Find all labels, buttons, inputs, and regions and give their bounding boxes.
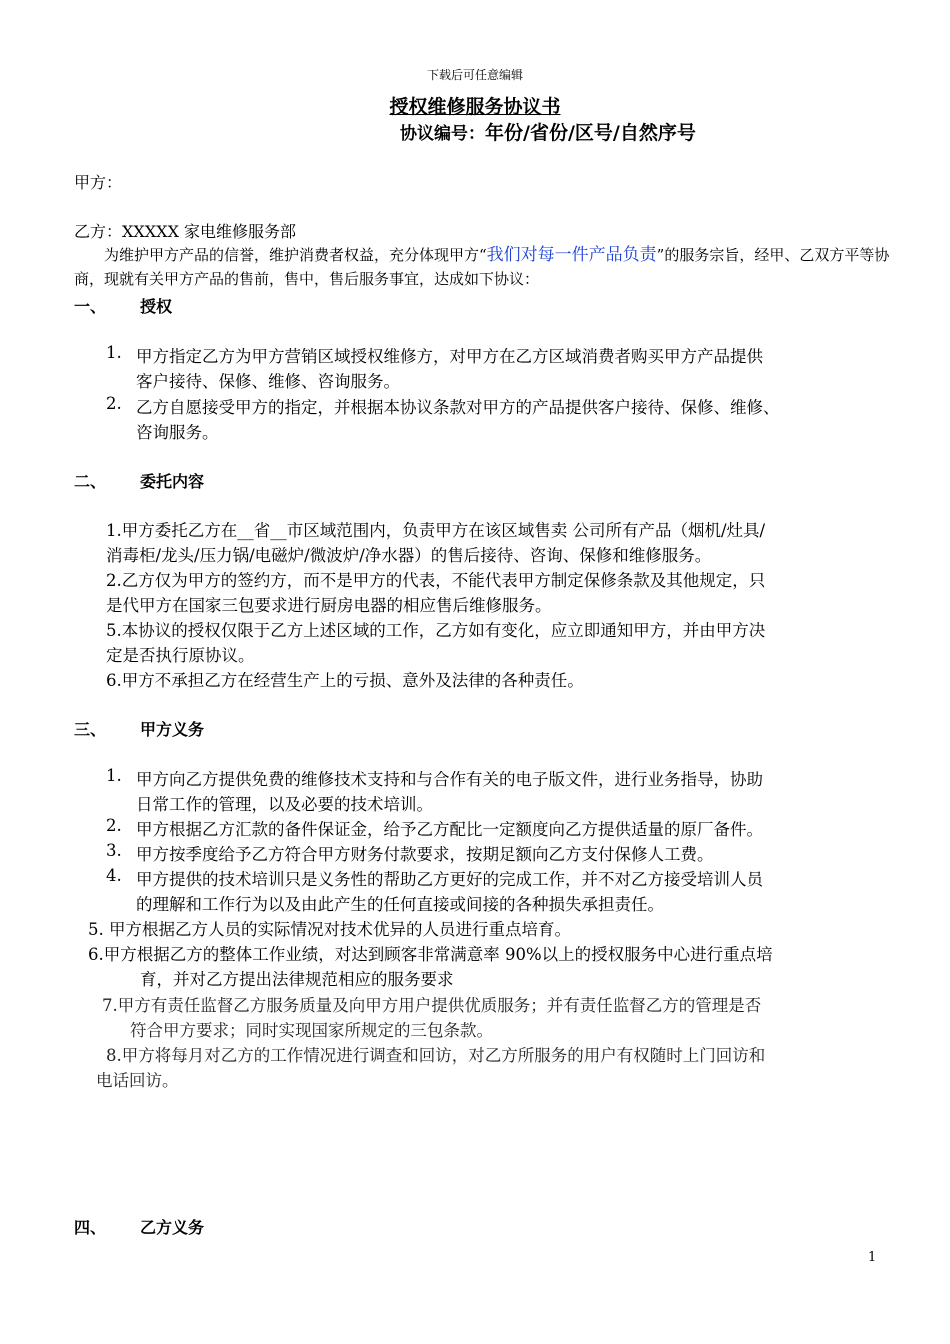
s2-item-2-line-2: 是代甲方在国家三包要求进行厨房电器的相应售后维修服务。 xyxy=(106,596,552,615)
section-number: 二、 xyxy=(74,472,107,491)
s3-item-2-line-1: 甲方根据乙方汇款的备件保证金，给予乙方配比一定额度向乙方提供适量的原厂备件。 xyxy=(136,820,763,839)
section-3-heading xyxy=(74,717,205,740)
party-b: 乙方：XXXXX 家电维修服务部 xyxy=(74,222,297,241)
s2-item-1-line-1: 1.甲方委托乙方在__省__市区域范围内，负责甲方在该区域售卖 公司所有产品（烟机/灶具/ xyxy=(106,521,766,540)
s2-item-4-line-1: 6.甲方不承担乙方在经营生产上的亏损、意外及法律的各种责任。 xyxy=(106,671,584,690)
s3-item-6-line-1: 6.甲方根据乙方的整体工作业绩，对达到顾客非常满意率 90%以上的授权服务中心进行重点培 xyxy=(88,945,773,964)
s3-item-7-line-2: 符合甲方要求；同时实现国家所规定的三包条款。 xyxy=(130,1021,493,1040)
s1-item-2-line-2: 咨询服务。 xyxy=(136,423,219,442)
section-title: 委托内容 xyxy=(140,472,205,491)
s3-item-2-num: 2. xyxy=(106,816,122,835)
section-number: 四、 xyxy=(74,1218,107,1237)
s1-item-1-num: 1. xyxy=(106,343,122,362)
s3-item-1-line-2: 日常工作的管理，以及必要的技术培训。 xyxy=(136,795,433,814)
party-a: 甲方： xyxy=(74,173,123,192)
agreement-number xyxy=(400,118,696,145)
intro-after: ”的服务宗旨，经甲、乙双方平等协商，现就有关甲方产品的售前，售中，售后服务事宜，达成如下协议： xyxy=(74,246,890,288)
s2-item-3-line-1: 5.本协议的授权仅限于乙方上述区域的工作，乙方如有变化，应立即通知甲方，并由甲方决 xyxy=(106,621,766,640)
section-4-heading xyxy=(74,1215,205,1238)
s3-item-4-line-2: 的理解和工作行为以及由此产生的任何直接或间接的各种损失承担责任。 xyxy=(136,895,664,914)
s3-item-3-num: 3. xyxy=(106,841,122,860)
section-title: 甲方义务 xyxy=(140,720,205,739)
s1-item-2-line-1: 乙方自愿接受甲方的指定，并根据本协议条款对甲方的产品提供客户接待、保修、维修、 xyxy=(136,398,780,417)
section-title: 授权 xyxy=(140,297,173,316)
s3-item-8-line-2: 电话回访。 xyxy=(96,1071,179,1090)
s3-item-6-line-2: 育，并对乙方提出法律规范相应的服务要求 xyxy=(140,970,454,989)
s3-item-3-line-1: 甲方按季度给予乙方符合甲方财务付款要求，按期足额向乙方支付保修人工费。 xyxy=(136,845,714,864)
s3-item-1-num: 1. xyxy=(106,766,122,785)
section-number: 一、 xyxy=(74,297,107,316)
section-2-heading xyxy=(74,469,205,492)
page-number: 1 xyxy=(868,1250,877,1265)
s1-item-2-num: 2. xyxy=(106,394,122,413)
agreement-number-label: 协议编号： xyxy=(400,124,485,144)
s2-item-2-line-1: 2.乙方仅为甲方的签约方，而不是甲方的代表，不能代表甲方制定保修条款及其他规定，只 xyxy=(106,571,766,590)
section-title: 乙方义务 xyxy=(140,1218,205,1237)
intro-paragraph xyxy=(74,243,894,291)
section-1-heading xyxy=(74,294,173,317)
document-title: 授权维修服务协议书 xyxy=(389,96,561,118)
s3-item-7-line-1: 7.甲方有责任监督乙方服务质量及向甲方用户提供优质服务；并有责任监督乙方的管理是否 xyxy=(102,996,762,1015)
header-note: 下载后可任意编辑 xyxy=(426,68,523,82)
s3-item-8-line-1: 8.甲方将每月对乙方的工作情况进行调查和回访，对乙方所服务的用户有权随时上门回访和 xyxy=(106,1046,766,1065)
agreement-number-value: 年份/省份/区号/自然序号 xyxy=(485,122,696,144)
s3-item-5-line-1: 5. 甲方根据乙方人员的实际情况对技术优异的人员进行重点培育。 xyxy=(88,920,571,939)
s3-item-4-num: 4. xyxy=(106,866,122,885)
s3-item-4-line-1: 甲方提供的技术培训只是义务性的帮助乙方更好的完成工作，并不对乙方接受培训人员 xyxy=(136,870,763,889)
s2-item-1-line-2: 消毒柜/龙头/压力锅/电磁炉/微波炉/净水器）的售后接待、咨询、保修和维修服务。 xyxy=(106,546,712,565)
s3-item-1-line-1: 甲方向乙方提供免费的维修技术支持和与合作有关的电子版文件，进行业务指导，协助 xyxy=(136,770,763,789)
section-number: 三、 xyxy=(74,720,107,739)
s2-item-3-line-2: 定是否执行原协议。 xyxy=(106,646,255,665)
s1-item-1-line-1: 甲方指定乙方为甲方营销区域授权维修方，对甲方在乙方区域消费者购买甲方产品提供 xyxy=(136,347,763,366)
intro-slogan: 我们对每一件产品负责 xyxy=(486,245,657,265)
s1-item-1-line-2: 客户接待、保修、维修、咨询服务。 xyxy=(136,372,400,391)
intro-before: 为维护甲方产品的信誉，维护消费者权益，充分体现甲方“ xyxy=(104,246,487,264)
